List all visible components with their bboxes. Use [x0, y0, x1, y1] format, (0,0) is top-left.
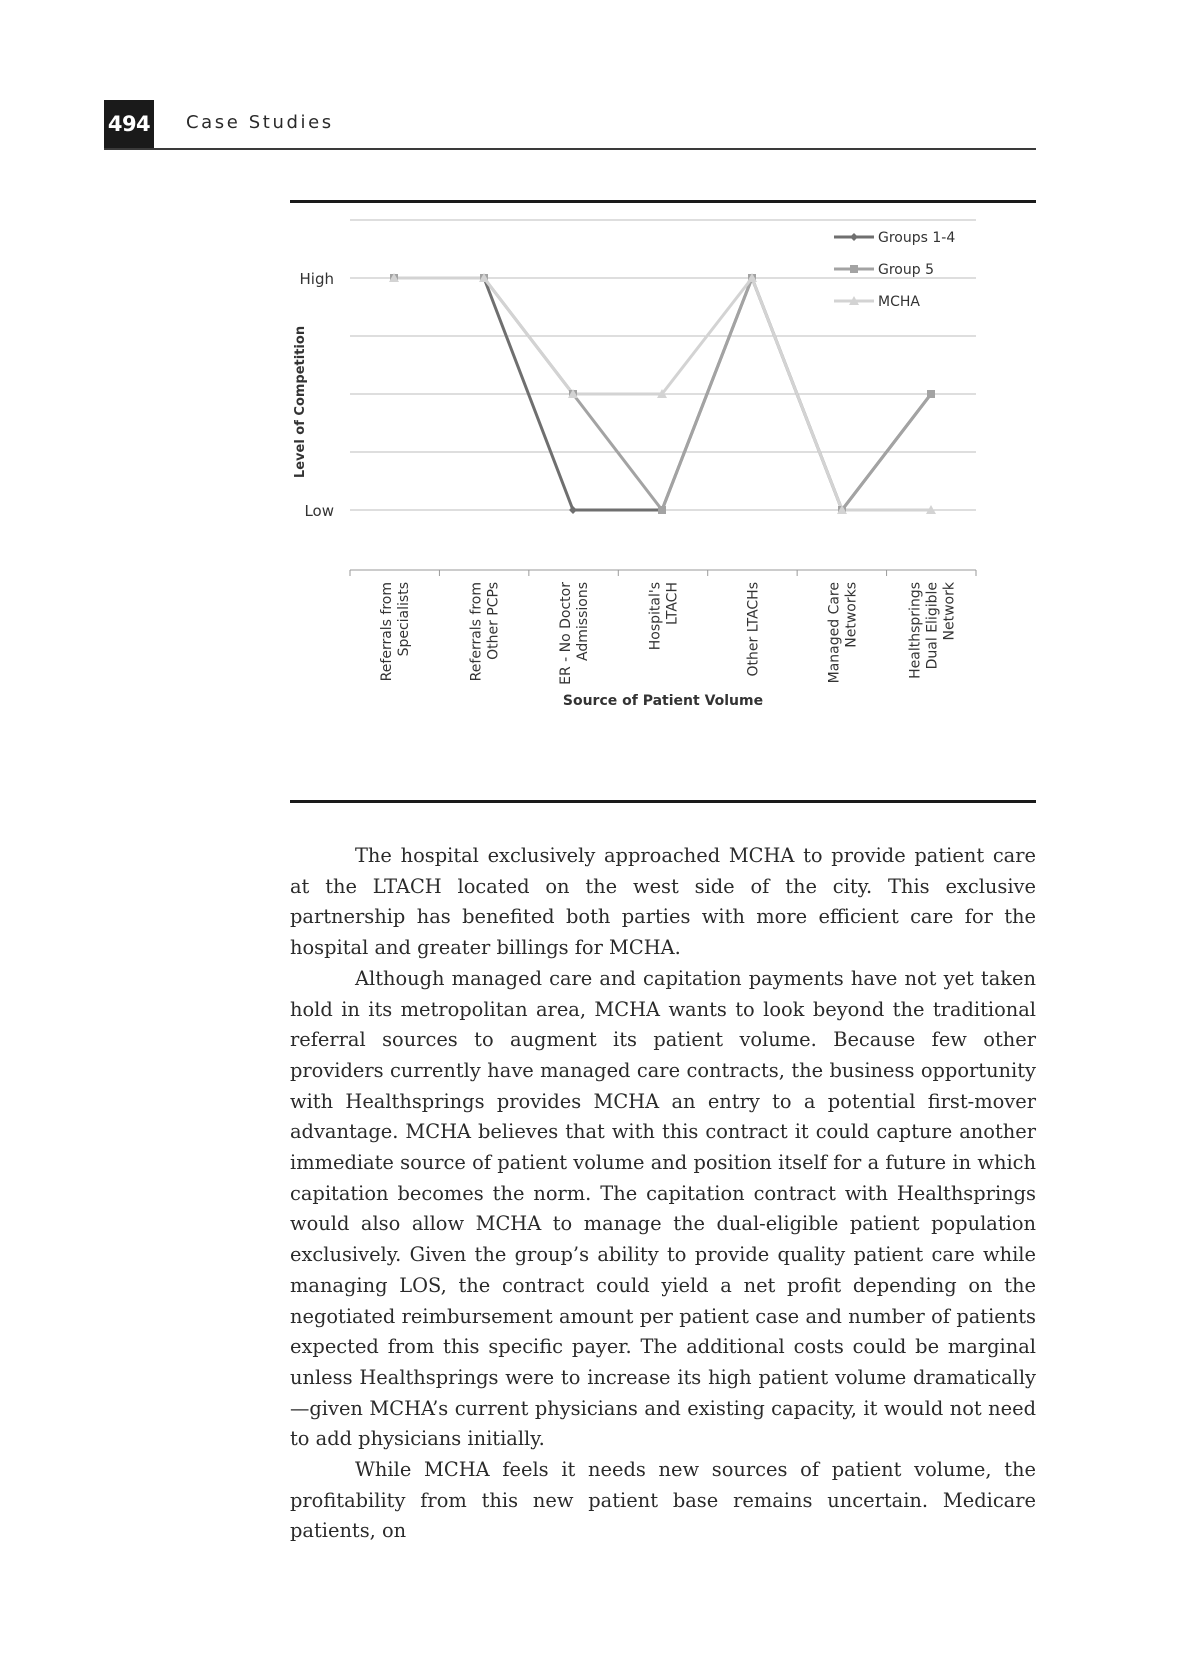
y-tick-label-high: High [299, 270, 334, 288]
competition-line-chart [290, 200, 1036, 803]
point-marker [569, 506, 577, 514]
x-tick-label: Network [941, 582, 958, 641]
legend-label: MCHA [878, 294, 920, 310]
x-tick-label: LTACH [664, 582, 681, 625]
point-marker [850, 265, 858, 273]
x-tick-label: Specialists [396, 582, 413, 657]
legend-label: Groups 1-4 [878, 230, 956, 246]
x-tick-label: Other LTACHs [745, 582, 762, 677]
paragraph: Although managed care and capitation payments have not yet taken hold in its metropolitan area, MCHA wants to look beyond the traditional referral sources to augment its patient volume. Because few other providers currently have managed care contracts, the business opportunity with Healthsprings provides MCHA an entry to a potential first-mover advantage. MCHA believes that with this contract it could capture another immediate source of patient volume and position itself for a future in which capitation becomes the norm. The capitation contract with Healthsprings would also allow MCHA to manage the dual-eligible patient population exclusively. Given the group’s ability to provide quality patient care while managing LOS, the contract could yield a net profit depending on the negotiated reimbursement amount per patient case and number of patients expected from this specific payer. The additional costs could be marginal unless Healthsprings were to increase its high patient volume dramatically—given MCHA’s current physicians and existing capacity, it would not need to add physicians initially. [290, 966, 1036, 1451]
x-tick-label: Hospital's [647, 582, 664, 651]
x-tick-label: Referrals from [468, 582, 485, 682]
running-head-title: Case Studies [186, 112, 334, 133]
body-text [290, 841, 1036, 1547]
x-tick-label: Managed Care [826, 582, 843, 684]
x-tick-label: Networks [843, 582, 860, 648]
page-header [104, 100, 1036, 150]
x-axis-label: Source of Patient Volume [562, 693, 764, 709]
figure-bottom-rule [290, 800, 1036, 803]
x-tick-label: Healthsprings [907, 582, 924, 679]
paragraph: While MCHA feels it needs new sources of patient volume, the profitability from this new patient base remains uncertain. Medicare patients, on [290, 1458, 1036, 1543]
x-tick-label: Admissions [575, 582, 592, 661]
figure [290, 200, 1036, 803]
paragraph: The hospital exclusively approached MCHA to provide patient care at the LTACH located on the west side of the city. This exclusive partnership has benefited both parties with more efficient care for the hospital and greater billings for MCHA. [290, 844, 1036, 960]
x-tick-label: Other PCPs [485, 582, 502, 660]
header-rule [104, 148, 1036, 150]
x-tick-label: ER - No Doctor [558, 582, 575, 685]
point-marker [850, 233, 858, 241]
y-axis-label: Level of Competition [293, 325, 308, 479]
legend-label: Group 5 [878, 262, 934, 278]
point-marker [927, 390, 935, 398]
x-tick-label: Dual Eligible [924, 582, 941, 670]
page-number: 494 [104, 100, 154, 148]
y-tick-label-low: Low [304, 502, 334, 520]
x-tick-label: Referrals from [379, 582, 396, 682]
point-marker [658, 506, 666, 514]
